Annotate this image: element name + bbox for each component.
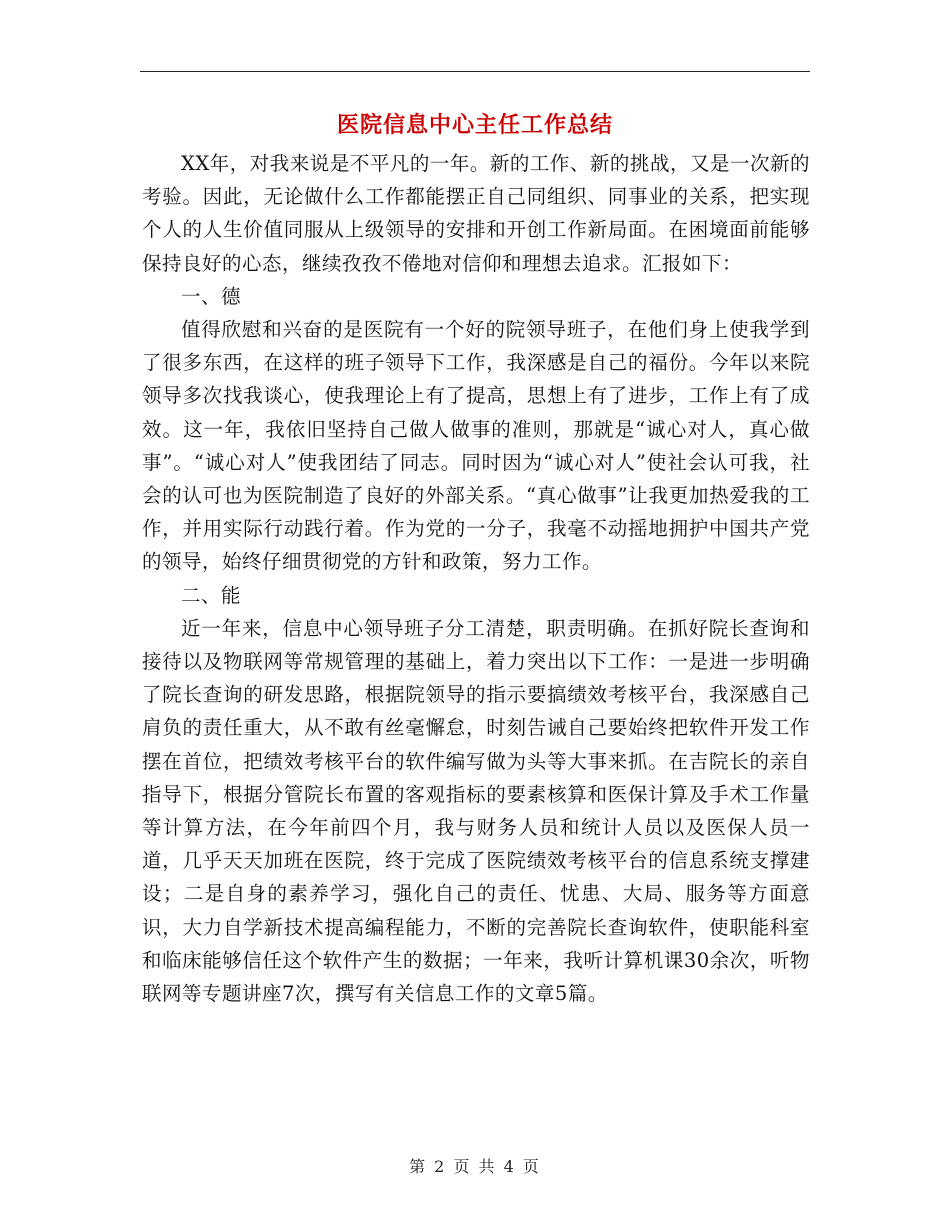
paragraph-intro: XX年，对我来说是不平凡的一年。新的工作、新的挑战，又是一次新的考验。因此，无论做什么工作都能摆正自己同组织、同事业的关系，把实现个人的人生价值同服从上级领导的安排和开创工作新局面。在困境面前能够保持良好的心态，继续孜孜不倦地对信仰和理想去追求。汇报如下： [142, 152, 810, 275]
page-number-footer: 第 2 页 共 4 页 [409, 1157, 541, 1176]
document-title: 医院信息中心主任工作总结 [336, 112, 613, 138]
paragraph-de: 值得欣慰和兴奋的是医院有一个好的院领导班子，在他们身上使我学到了很多东西，在这样的班子领导下工作，我深感是自己的福份。今年以来院领导多次找我谈心，使我理论上有了提高，思想上有了进步，工作上有了成效。这一年，我依旧坚持自己做人做事的准则，那就是“诚心对人，真心做事”。“诚心对人”使我团结了同志。同时因为“诚心对人”使社会认可我，社会的认可也为医院制造了良好的外部关系。“真心做事”让我更加热爱我的工作，并用实际行动践行着。作为党的一分子，我毫不动摇地拥护中国共产党的领导，始终仔细贯彻党的方针和政策，努力工作。 [142, 318, 810, 574]
document-body [142, 147, 810, 1010]
paragraph-neng: 近一年来，信息中心领导班子分工清楚，职责明确。在抓好院长查询和接待以及物联网等常规管理的基础上，着力突出以下工作：一是进一步明确了院长查询的研发思路，根据院领导的指示要搞绩效考核平台，我深感自己肩负的责任重大，从不敢有丝毫懈怠，时刻告诫自己要始终把软件开发工作摆在首位，把绩效考核平台的软件编写做为头等大事来抓。在吉院长的亲自指导下，根据分管院长布置的客观指标的要素核算和医保计算及手术工作量等计算方法，在今年前四个月，我与财务人员和统计人员以及医保人员一道，几乎天天加班在医院，终于完成了医院绩效考核平台的信息系统支撑建设；二是自身的素养学习，强化自己的责任、忧患、大局、服务等方面意识，大力自学新技术提高编程能力，不断的完善院长查询软件，使职能科室和临床能够信任这个软件产生的数据；一年来，我听计算机课30余次，听物联网等专题讲座7次，撰写有关信息工作的文章5篇。 [142, 616, 810, 1006]
section-heading-de: 一、德 [181, 284, 242, 308]
header-rule [140, 71, 810, 72]
section-heading-neng: 二、能 [181, 583, 242, 607]
